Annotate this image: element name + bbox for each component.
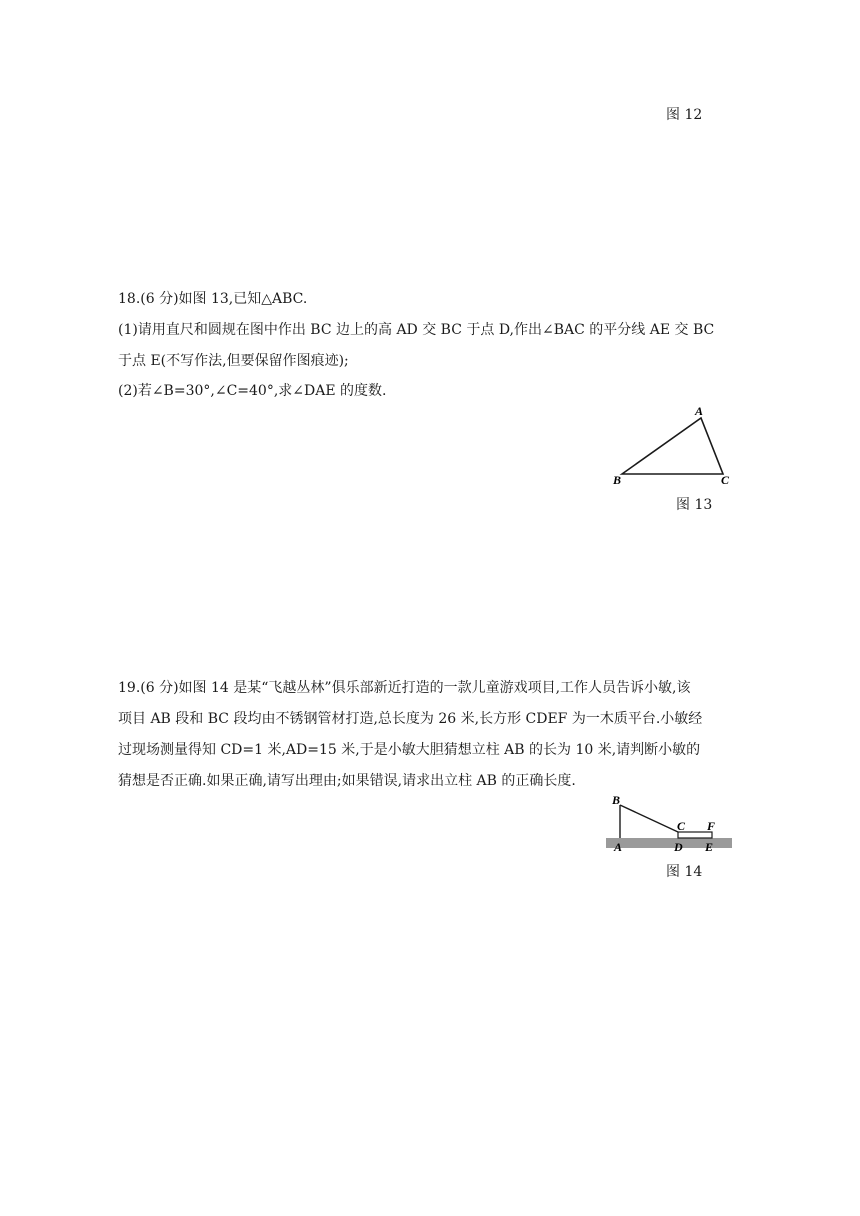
figure-14-caption: 图 14 (666, 864, 703, 880)
triangle-abc (622, 418, 723, 474)
vertex-c-label: C (721, 473, 730, 487)
question-18-part1-line1: (1)请用直尺和圆规在图中作出 BC 边上的高 AD 交 BC 于点 D,作出∠BAC 的平分线 AE 交 BC (118, 322, 715, 338)
slope-bc (620, 805, 678, 832)
question-19-line2: 项目 AB 段和 BC 段均由不锈钢管材打造,总长度为 26 米,长方形 CDEF 为一木质平台.小敏经 (118, 711, 703, 727)
point-c-label: C (677, 819, 686, 833)
point-e-label: E (705, 840, 714, 854)
question-18-heading: 18.(6 分)如图 13,已知△ABC. (118, 291, 308, 307)
triangle-abc-figure (600, 400, 750, 492)
point-b-label: B (612, 793, 621, 807)
playground-structure-figure (600, 792, 740, 856)
ground-strip (606, 838, 732, 848)
point-f-label: F (707, 819, 716, 833)
question-19-line3: 过现场测量得知 CD=1 米,AD=15 米,于是小敏大胆猜想立柱 AB 的长为 10 米,请判断小敏的 (118, 742, 701, 758)
question-18-part1-line2: 于点 E(不写作法,但要保留作图痕迹); (118, 353, 349, 369)
point-d-label: D (674, 840, 683, 854)
figure-12-caption: 图 12 (666, 107, 703, 123)
point-a-label: A (614, 840, 623, 854)
question-19-line4: 猜想是否正确.如果正确,请写出理由;如果错误,请求出立柱 AB 的正确长度. (118, 773, 576, 789)
vertex-b-label: B (613, 473, 622, 487)
figure-13-caption: 图 13 (676, 497, 713, 513)
question-18-part2: (2)若∠B=30°,∠C=40°,求∠DAE 的度数. (118, 383, 387, 399)
question-19-line1: 19.(6 分)如图 14 是某“飞越丛林”俱乐部新近打造的一款儿童游戏项目,工作人员告诉小敏,该 (118, 680, 691, 696)
vertex-a-label: A (695, 404, 704, 418)
